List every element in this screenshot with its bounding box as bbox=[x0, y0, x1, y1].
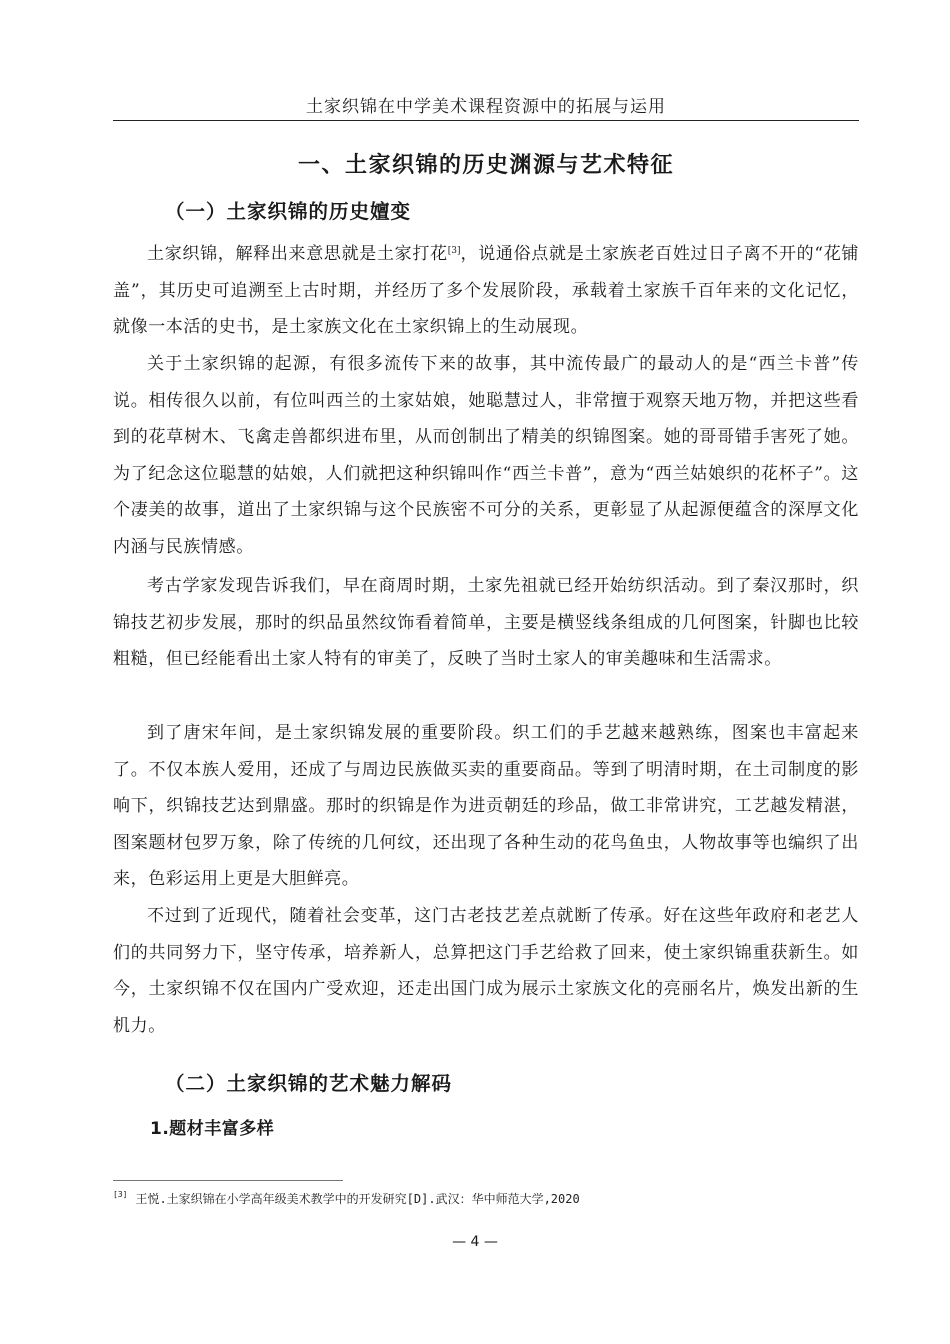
paragraph-4: 到了唐宋年间，是土家织锦发展的重要阶段。织工们的手艺越来越熟练，图案也丰富起来了。不仅本族人爱用，还成了与周边民族做买卖的重要商品。等到了明清时期，在土司制度的影响下，织锦技艺达到鼎盛。那时的织锦是作为进贡朝廷的珍品，做工非常讲究，工艺越发精湛，图案题材包罗万象，除了传统的几何纹，还出现了各种生动的花鸟鱼虫，人物故事等也编织了出来，色彩运用上更是大胆鲜亮。 bbox=[113, 723, 859, 889]
sub-heading-themes: 1.题材丰富多样 bbox=[150, 1119, 275, 1139]
section-heading-art: （二）土家织锦的艺术魅力解码 bbox=[165, 1072, 453, 1095]
footnote bbox=[113, 1190, 580, 1207]
paragraph-5: 不过到了近现代，随着社会变革，这门古老技艺差点就断了传承。好在这些年政府和老艺人们的共同努力下，坚守传承，培养新人，总算把这门手艺给救了回来，使土家织锦重获新生。如今，土家织锦不仅在国内广受欢迎，还走出国门成为展示土家族文化的亮丽名片，焕发出新的生机力。 bbox=[113, 906, 859, 1036]
footnote-text: 王悦.土家织锦在小学高年级美术教学中的开发研究[D].武汉：华中师范大学,2020 bbox=[135, 1192, 580, 1206]
footnote-rule bbox=[113, 1180, 343, 1181]
paragraph-1-start: 土家织锦，解释出来意思就是土家打花 bbox=[147, 244, 448, 264]
chapter-title: 一、土家织锦的历史渊源与艺术特征 bbox=[297, 153, 674, 178]
paragraph-3: 考古学家发现告诉我们，早在商周时期，土家先祖就已经开始纺织活动。到了秦汉那时，织锦技艺初步发展，那时的织品虽然纹饰看着简单，主要是横竖线条组成的几何图案，针脚也比较粗糙，但已经能看出土家人特有的审美了，反映了当时土家人的审美趣味和生活需求。 bbox=[113, 576, 859, 669]
page-number: — 4 — bbox=[452, 1234, 498, 1250]
footnote-ref[interactable]: [3] bbox=[447, 246, 461, 256]
header-rule bbox=[113, 120, 859, 121]
paragraph-1-end: ，说通俗点就是土家族老百姓过日子离不开的“花铺盖”，其历史可追溯至上古时期，并经历了多个发展阶段，承载着土家族千百年来的文化记忆，就像一本活的史书，是土家族文化在土家织锦上的生动展现。 bbox=[113, 244, 859, 337]
running-header: 土家织锦在中学美术课程资源中的拓展与运用 bbox=[306, 97, 666, 117]
section-heading-history: （一）土家织锦的历史嬗变 bbox=[165, 200, 412, 223]
footnote-marker: [3] bbox=[113, 1190, 128, 1199]
paragraph-2: 关于土家织锦的起源，有很多流传下来的故事，其中流传最广的最动人的是“西兰卡普”传说。相传很久以前，有位叫西兰的土家姑娘，她聪慧过人，非常擅于观察天地万物，并把这些看到的花草树木、飞禽走兽都织进布里，从而创制出了精美的织锦图案。她的哥哥错手害死了她。为了纪念这位聪慧的姑娘，人们就把这种织锦叫作“西兰卡普”，意为“西兰姑娘织的花杯子”。这个凄美的故事，道出了土家织锦与这个民族密不可分的关系，更彰显了从起源便蕴含的深厚文化内涵与民族情感。 bbox=[113, 354, 859, 557]
paragraph-1 bbox=[113, 236, 859, 346]
